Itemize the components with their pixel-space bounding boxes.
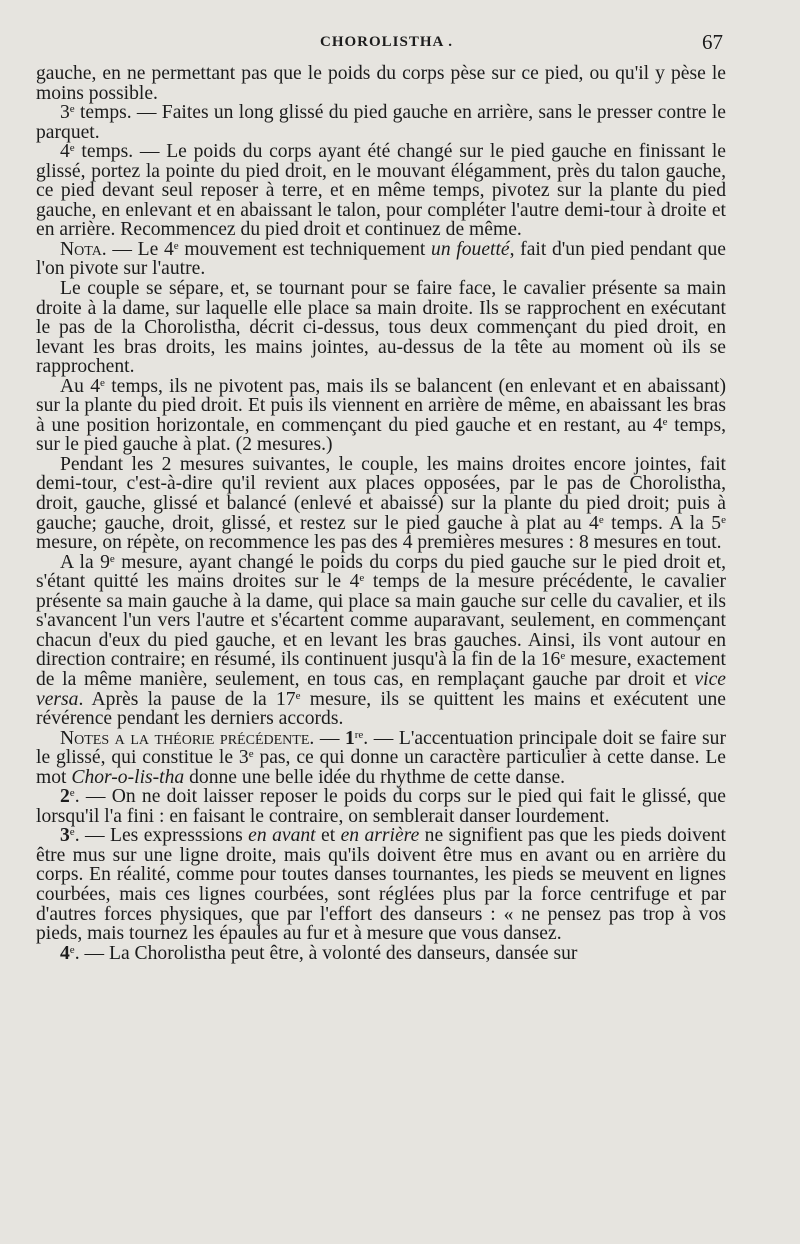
paragraph: 4e temps. — Le poids du corps ayant été changé sur le pied gauche en finissant le glissé, portez la pointe du pied droit, en le mouvant élégamment, près du talon gauche, ce pied devant seul reposer à terre, et en même temps, pivotez sur la plante du pied gauche, en enlevant et en abaissant le talon, pour compléter l'autre demi-tour à droite et en arrière. Recommencez du pied droit et continuez de même. xyxy=(36,141,726,241)
paragraph: Au 4e temps, ils ne pivotent pas, mais ils se balancent (en enlevant et en abaissant) sur la plante du pied droit. Et puis ils viennent en arrière de même, en abaissant les bras à une position horizontale, en commençant du pied gauche et en restant, au 4e temps, sur le pied gauche à plat. (2 mesures.) xyxy=(36,375,726,456)
paragraph: Le couple se sépare, et, se tournant pour se faire face, le cavalier présente sa main droite à la dame, sur laquelle elle place sa main droite. Ils se rapprochent en exécutant le pas de la Chorolistha, décrit ci-dessus, tous deux commençant du pied droit, en levant les bras droits, les mains jointes, au-dessus de la tête au moment où ils se rapprochent. xyxy=(36,278,726,378)
paragraph-nota: Nota. — Le 4e mouvement est techniquement un fouetté, fait d'un pied pendant que l'on pivote sur l'autre. xyxy=(36,238,726,280)
page-number: 67 xyxy=(702,30,723,54)
page-header xyxy=(0,30,800,56)
paragraph-note-2: 2e. — On ne doit laisser reposer le poids du corps sur le pied qui fait le glissé, que lorsqu'il l'a fini : en faisant le contraire, on semblerait danser lourdement. xyxy=(36,786,726,827)
running-title: CHOROLISTHA . xyxy=(320,34,454,50)
paragraph: 3e temps. — Faites un long glissé du pied gauche en arrière, sans le presser contre le parquet. xyxy=(36,102,726,143)
body-text xyxy=(36,64,726,963)
paragraph: gauche, en ne permettant pas que le poids du corps pèse sur ce pied, ou qu'il y pèse le moins possible. xyxy=(36,63,726,104)
paragraph-note-4: 4e. — La Chorolistha peut être, à volonté des danseurs, dansée sur xyxy=(60,942,578,964)
paragraph: Pendant les 2 mesures suivantes, le couple, les mains droites encore jointes, fait demi-tour, c'est-à-dire qu'il revient aux places opposées, par le pas de Chorolistha, droit, gauche, glissé et balancé (enlevé et abaissé) sur la plante du pied droit; puis à gauche; gauche, droit, glissé, et restez sur le pied gauche à plat au 4e temps. A la 5e mesure, on répète, on recommence les pas des 4 premières mesures : 8 mesures en tout. xyxy=(36,453,726,554)
paragraph-notes: Notes a la théorie précédente. — 1re. — L'accentuation principale doit se faire sur le glissé, qui constitue le 3e pas, ce qui donne un caractère particulier à cette danse. Le mot Chor-o-lis-tha donne une belle idée du rhythme de cette danse. xyxy=(36,727,727,788)
paragraph: A la 9e mesure, ayant changé le poids du corps du pied gauche sur le pied droit et, s'étant quitté les mains droites sur le 4e temps de la mesure précédente, le cavalier présente sa main gauche à la dame, qui place sa main gauche sur celle du cavalier, et ils s'avancent l'un vers l'autre et s'écartent comme auparavant, seulement, en commençant chacun d'eux du pied gauche, et en levant les bras gauches. Ainsi, ils vont autour en direction contraire; en résumé, ils continuent jusqu'à la fin de la 16e mesure, exactement de la même manière, seulement, en tous cas, en remplaçant gauche par droit et vice versa. Après la pause de la 17e mesure, ils se quittent les mains et exécutent une révérence pendant les derniers accords. xyxy=(36,551,727,730)
paragraph-note-3: 3e. — Les expresssions en avant et en arrière ne signifient pas que les pieds doivent être mus sur une ligne droite, mais qu'ils doivent être mus en avant ou en arrière du corps. En réalité, comme pour toutes danses tournantes, les pieds se meuvent en lignes courbées, mais ces lignes courbées, sont réglées plus par la force centrifuge et par d'autres forces physiques, que par l'effort des danseurs : « ne pensez pas trop à vos pieds, mais tournez les épaules au fur et à mesure que vous dansez. xyxy=(36,825,726,945)
